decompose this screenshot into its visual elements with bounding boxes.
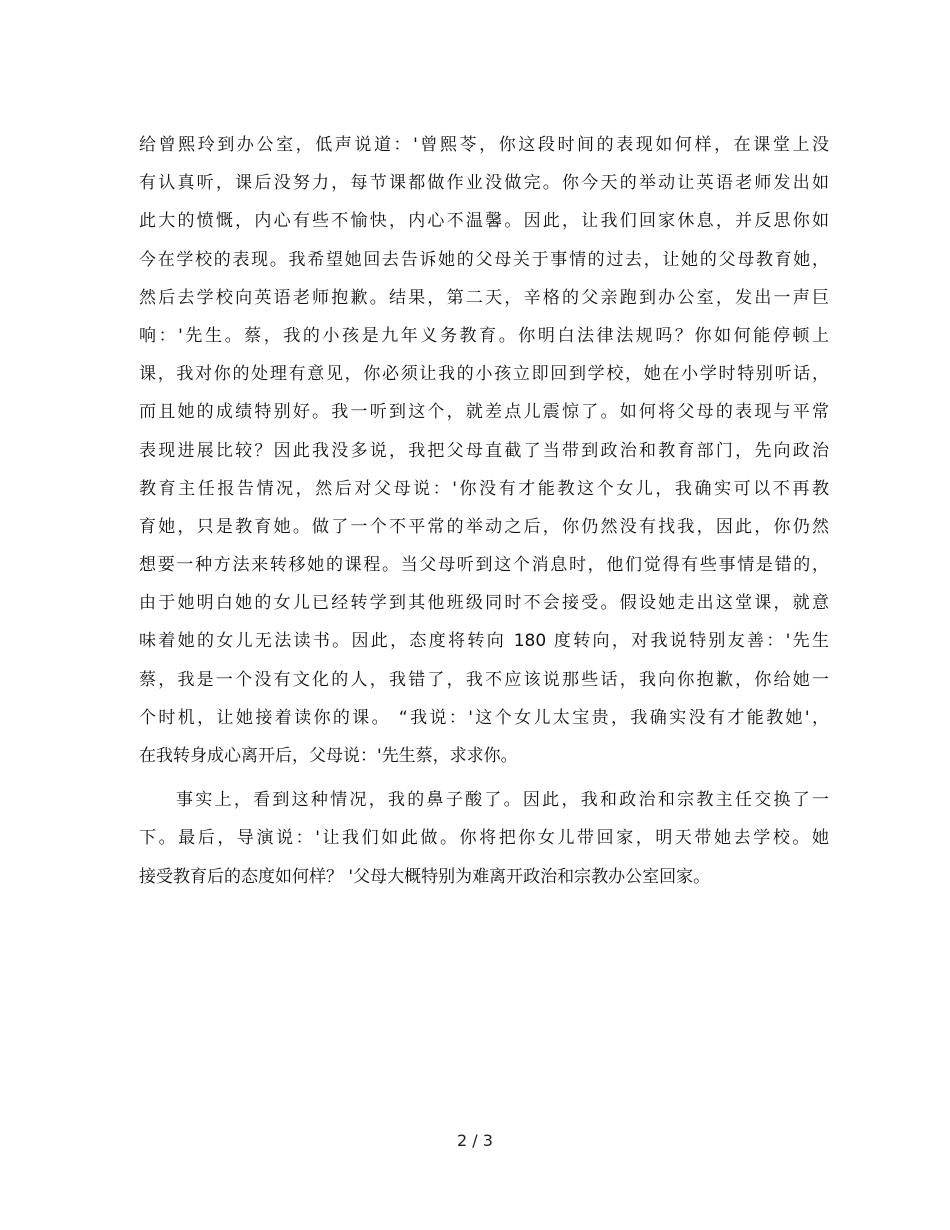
text-line: 下。最后，导演说：'让我们如此做。你将把你女儿带回家，明天带她去学校。她 [139,828,829,849]
text-line: 教育主任报告情况，然后对父母说：'你没有才能教这个女儿，我确实可以不再教 [139,478,829,499]
text-line: 此大的愤慨，内心有些不愉快，内心不温馨。因此，让我们回家休息，并反思你如 [139,211,829,232]
text-line: 而且她的成绩特别好。我一听到这个，就差点儿震惊了。如何将父母的表现与平常 [139,402,829,423]
page-number: 2 / 3 [457,1131,493,1150]
text-line: 育她，只是教育她。做了一个不平常的举动之后，你仍然没有找我，因此，你仍然 [139,516,829,537]
text-line: 表现进展比较？因此我没多说，我把父母直截了当带到政治和教育部门，先向政治 [139,440,829,461]
text-line: 由于她明白她的女儿已经转学到其他班级同时不会接受。假设她走出这堂课，就意 [139,593,829,614]
text-line: 在我转身成心离开后，父母说：'先生蔡，求求你。 [139,746,518,766]
text-line: 味着她的女儿无法读书。因此，态度将转向 180 度转向，对我说特别友善：'先生 [139,631,829,652]
text-line: 接受教育后的态度如何样？ '父母大概特别为难离开政治和宗教办公室回家。 [139,866,711,887]
text-line: 有认真听，课后没努力，每节课都做作业没做完。你今天的举动让英语老师发出如 [139,173,829,194]
text-line: 今在学校的表现。我希望她回去告诉她的父母关于事情的过去，让她的父母教育她， [139,249,829,270]
text-line: 想要一种方法来转移她的课程。当父母听到这个消息时，他们觉得有些事情是错的， [139,555,829,576]
text-line: 事实上，看到这种情况，我的鼻子酸了。因此，我和政治和宗教主任交换了一 [176,790,829,811]
text-line: 个时机，让她接着读你的课。 “我说：'这个女儿太宝贵，我确实没有才能教她'， [139,707,829,728]
text-line: 蔡，我是一个没有文化的人，我错了，我不应该说那些话，我向你抱歉，你给她一 [139,669,829,690]
text-line: 响：'先生。蔡，我的小孩是九年义务教育。你明白法律法规吗？你如何能停顿上 [139,325,829,346]
paragraph-2 [139,781,829,896]
text-line: 给曾熙玲到办公室，低声说道：'曾熙苓，你这段时间的表现如何样，在课堂上没 [139,135,829,155]
document-body [139,126,829,896]
text-line: 课，我对你的处理有意见，你必须让我的小孩立即回到学校，她在小学时特别听话， [139,364,829,385]
text-line: 然后去学校向英语老师抱歉。结果，第二天，辛格的父亲跑到办公室，发出一声巨 [139,287,829,308]
paragraph-1 [139,126,829,775]
